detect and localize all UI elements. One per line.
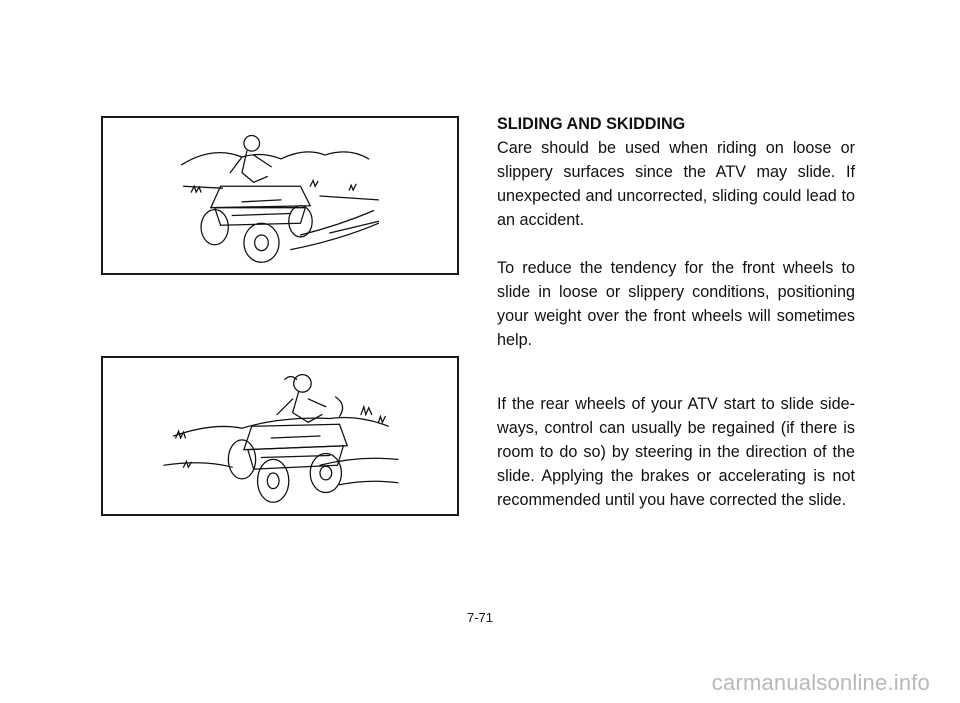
rear-slide-text bbox=[497, 392, 855, 512]
illustration-front-wheel-slide bbox=[101, 116, 459, 275]
paragraph-sliding-caution: Care should be used when riding on loose or slippery surfaces since the ATV may slide. If unexpected and uncorrected, sliding could lead to an accident. bbox=[497, 139, 855, 229]
page-number: 7-71 bbox=[466, 610, 494, 625]
atv-rider-forward-drawing bbox=[103, 118, 457, 273]
section-heading: SLIDING AND SKIDDING bbox=[497, 115, 686, 133]
watermark: carmanualsonline.info bbox=[711, 670, 930, 695]
illustration-rear-wheel-slide bbox=[101, 356, 459, 516]
sliding-section-text bbox=[497, 112, 855, 376]
paragraph-front-wheel-weight: To reduce the tendency for the front wheels to slide in loose or slippery conditions, positioning your weight over the front wheels will sometimes help. bbox=[497, 259, 855, 349]
paragraph-rear-wheel-slide: If the rear wheels of your ATV start to slide side-ways, control can usually be regained (if there is room to do so) by steering in the direction of the slide. Applying the brakes or accelerating is not recommended until you have corrected the slide. bbox=[497, 395, 855, 509]
atv-rider-sideways-drawing bbox=[103, 358, 457, 514]
